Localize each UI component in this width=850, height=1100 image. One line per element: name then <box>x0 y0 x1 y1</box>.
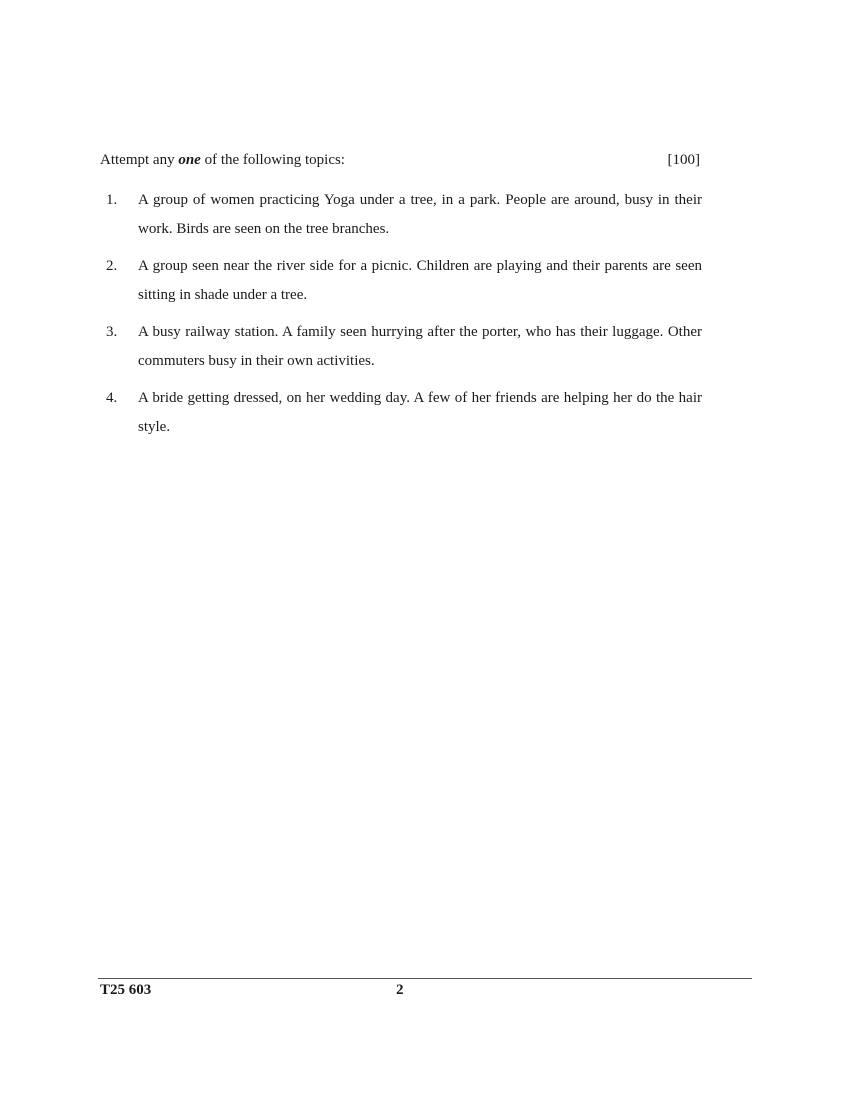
topic-text: A busy railway station. A family seen hurrying after the porter, who has their luggage. Other commuters busy in their own activities. <box>138 324 702 369</box>
instruction-text <box>100 150 345 170</box>
topic-number: 1. <box>106 192 118 208</box>
footer-divider <box>98 978 752 979</box>
instruction-suffix: of the following topics: <box>200 152 345 168</box>
page-number: 2 <box>396 982 404 998</box>
topic-item <box>100 252 702 310</box>
instruction-line <box>100 150 700 170</box>
topic-number: 4. <box>106 390 118 406</box>
topic-list <box>100 186 702 450</box>
topic-number: 2. <box>106 258 118 274</box>
topic-item <box>100 384 702 442</box>
topic-text: A group seen near the river side for a picnic. Children are playing and their parents are seen sitting in shade under a tree. <box>138 258 702 303</box>
topic-text: A group of women practicing Yoga under a tree, in a park. People are around, busy in their work. Birds are seen on the tree branches. <box>138 192 702 237</box>
topic-item <box>100 186 702 244</box>
topic-text: A bride getting dressed, on her wedding day. A few of her friends are helping her do the hair style. <box>138 390 702 435</box>
total-marks: [100] <box>667 152 700 168</box>
paper-code: T25 603 <box>100 982 152 998</box>
topic-item <box>100 318 702 376</box>
instruction-prefix: Attempt any <box>100 152 179 168</box>
topic-number: 3. <box>106 324 118 340</box>
instruction-emphasis: one <box>178 152 201 168</box>
